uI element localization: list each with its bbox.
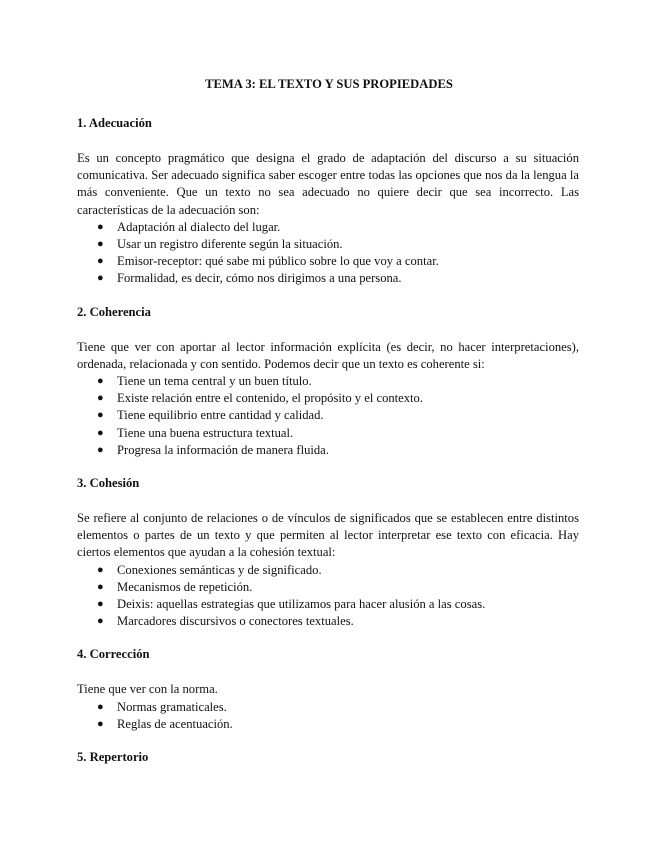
list-item <box>77 442 579 459</box>
list-item-text: Marcadores discursivos o conectores textuales. <box>117 614 354 629</box>
section-heading: 2. Coherencia <box>77 304 151 319</box>
list-item-text: Tiene un tema central y un buen título. <box>117 374 312 389</box>
list-item <box>77 219 579 236</box>
section-paragraph: Tiene que ver con aportar al lector información explícita (es decir, no hacer interpretaciones), ordenada, relacionada y con sentido. Podemos decir que un texto es coherente si: <box>77 339 579 371</box>
list-item-text: Usar un registro diferente según la situación. <box>117 237 343 252</box>
document-page <box>77 76 579 766</box>
section-cohesion <box>77 475 579 630</box>
list-item-text: Conexiones semánticas y de significado. <box>117 562 322 577</box>
bullet-icon: ● <box>97 580 104 593</box>
section-heading: 5. Repertorio <box>77 750 149 765</box>
section-heading: 3. Cohesión <box>77 476 140 491</box>
bullet-icon: ● <box>97 717 104 730</box>
section-repertorio <box>77 749 579 766</box>
bullet-list <box>77 562 579 631</box>
list-item-text: Reglas de acentuación. <box>117 716 233 731</box>
bullet-icon: ● <box>97 598 104 611</box>
list-item-text: Deixis: aquellas estrategias que utilizamos para hacer alusión a las cosas. <box>117 597 486 612</box>
list-item-text: Emisor-receptor: qué sabe mi público sobre lo que voy a contar. <box>117 254 439 269</box>
list-item <box>77 596 579 613</box>
bullet-icon: ● <box>97 443 104 456</box>
section-paragraph: Se refiere al conjunto de relaciones o de vínculos de significados que se establecen entre distintos elementos o partes de un texto y que permiten al lector interpretar ese texto con eficacia. Hay ciertos elementos que ayudan a la cohesión textual: <box>77 511 579 560</box>
list-item <box>77 425 579 442</box>
list-item <box>77 613 579 630</box>
bullet-list <box>77 699 579 733</box>
bullet-icon: ● <box>97 426 104 439</box>
bullet-icon: ● <box>97 615 104 628</box>
list-item-text: Adaptación al dialecto del lugar. <box>117 219 281 234</box>
list-item-text: Progresa la información de manera fluida. <box>117 442 329 457</box>
bullet-icon: ● <box>97 238 104 251</box>
bullet-list <box>77 219 579 288</box>
list-item <box>77 236 579 253</box>
bullet-icon: ● <box>97 563 104 576</box>
list-item <box>77 253 579 270</box>
section-paragraph: Tiene que ver con la norma. <box>77 682 218 697</box>
bullet-icon: ● <box>97 255 104 268</box>
document-title: TEMA 3: EL TEXTO Y SUS PROPIEDADES <box>205 77 453 91</box>
section-heading: 4. Corrección <box>77 647 150 662</box>
bullet-icon: ● <box>97 375 104 388</box>
section-coherencia <box>77 304 579 459</box>
list-item-text: Tiene una buena estructura textual. <box>117 425 294 440</box>
bullet-icon: ● <box>97 220 104 233</box>
section-heading: 1. Adecuación <box>77 116 152 130</box>
list-item <box>77 390 579 407</box>
list-item-text: Existe relación entre el contenido, el propósito y el contexto. <box>117 391 424 406</box>
list-item <box>77 716 579 733</box>
list-item <box>77 699 579 716</box>
bullet-icon: ● <box>97 700 104 713</box>
bullet-icon: ● <box>97 409 104 422</box>
section-adecuacion <box>77 115 579 288</box>
bullet-icon: ● <box>97 392 104 405</box>
list-item-text: Formalidad, es decir, cómo nos dirigimos a una persona. <box>117 271 402 286</box>
bullet-list <box>77 373 579 459</box>
list-item <box>77 373 579 390</box>
list-item-text: Normas gramaticales. <box>117 699 227 714</box>
bullet-icon: ● <box>97 272 104 285</box>
list-item-text: Tiene equilibrio entre cantidad y calidad. <box>117 408 324 423</box>
list-item <box>77 270 579 287</box>
list-item <box>77 407 579 424</box>
list-item-text: Mecanismos de repetición. <box>117 579 253 594</box>
list-item <box>77 579 579 596</box>
list-item <box>77 562 579 579</box>
section-paragraph: Es un concepto pragmático que designa el grado de adaptación del discurso a su situación comunicativa. Ser adecuado significa saber escoger entre todas las opciones que nos da la lengua la más conveniente. Que un texto no sea adecuado no quiere decir que sea incorrecto. Las características de la adecuación son: <box>77 151 579 217</box>
section-correccion <box>77 646 579 733</box>
